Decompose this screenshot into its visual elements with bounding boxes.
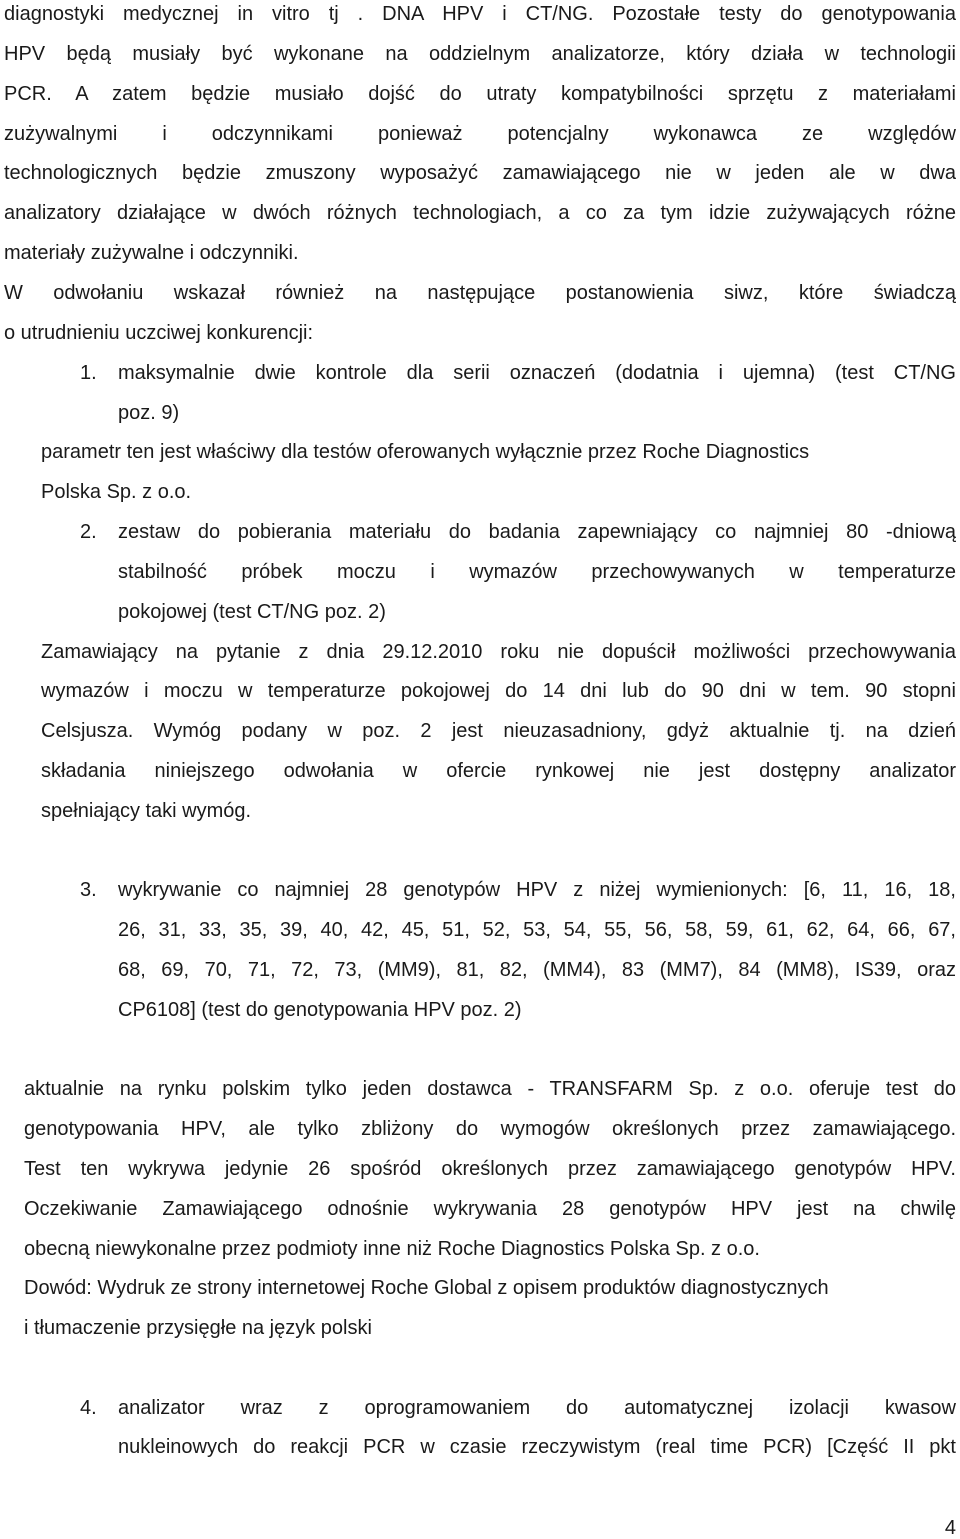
paragraph-line: PCR. A zatem będzie musiało dojść do utraty kompatybilności sprzętu z materiałami bbox=[4, 83, 956, 105]
item-note-line: składania niniejszego odwołania w ofercie rynkowej nie jest dostępny analizator bbox=[41, 760, 956, 782]
list-item-line: analizator wraz z oprogramowaniem do automatycznej izolacji kwasow bbox=[118, 1397, 956, 1419]
paragraph-line: analizatory działające w dwóch różnych technologiach, a co za tym idzie zużywających różne bbox=[4, 202, 956, 224]
paragraph-line: o utrudnieniu uczciwej konkurencji: bbox=[4, 322, 314, 344]
paragraph-line: diagnostyki medycznej in vitro tj . DNA HPV i CT/NG. Pozostałe testy do genotypowania bbox=[4, 3, 956, 25]
list-item-number: 1. bbox=[80, 362, 97, 384]
list-item-line: pokojowej (test CT/NG poz. 2) bbox=[118, 601, 386, 623]
paragraph-line: materiały zużywalne i odczynniki. bbox=[4, 242, 299, 264]
item-note-line: parametr ten jest właściwy dla testów oferowanych wyłącznie przez Roche Diagnostics bbox=[41, 441, 810, 463]
list-item-line: poz. 9) bbox=[118, 402, 180, 424]
paragraph-line: zużywalnymi i odczynnikami ponieważ potencjalny wykonawca ze względów bbox=[4, 123, 956, 145]
item-note-line: Test ten wykrywa jedynie 26 spośród określonych przez zamawiającego genotypów HPV. bbox=[24, 1158, 956, 1180]
paragraph-line: HPV będą musiały być wykonane na oddzielnym analizatorze, który działa w technologii bbox=[4, 43, 956, 65]
item-note-line: aktualnie na rynku polskim tylko jeden dostawca - TRANSFARM Sp. z o.o. oferuje test do bbox=[24, 1078, 956, 1100]
item-note-line: obecną niewykonalne przez podmioty inne niż Roche Diagnostics Polska Sp. z o.o. bbox=[24, 1238, 760, 1260]
paragraph-line: technologicznych będzie zmuszony wyposażyć zamawiającego nie w jeden ale w dwa bbox=[4, 162, 956, 184]
item-note-line: genotypowania HPV, ale tylko zbliżony do wymogów określonych przez zamawiającego. bbox=[24, 1118, 956, 1140]
list-item-line: maksymalnie dwie kontrole dla serii oznaczeń (dodatnia i ujemna) (test CT/NG bbox=[118, 362, 956, 384]
list-item-line: 26, 31, 33, 35, 39, 40, 42, 45, 51, 52, 53, 54, 55, 56, 58, 59, 61, 62, 64, 66, 67, bbox=[118, 919, 956, 941]
page-number: 4 bbox=[944, 1517, 956, 1539]
item-note-line: Dowód: Wydruk ze strony internetowej Roche Global z opisem produktów diagnostycznych bbox=[24, 1277, 829, 1299]
list-item-number: 2. bbox=[80, 521, 97, 543]
list-item-line: CP6108] (test do genotypowania HPV poz. 2) bbox=[118, 999, 522, 1021]
item-note-line: Oczekiwanie Zamawiającego odnośnie wykrywania 28 genotypów HPV jest na chwilę bbox=[24, 1198, 956, 1220]
list-item-line: zestaw do pobierania materiału do badania zapewniający co najmniej 80 -dniową bbox=[118, 521, 956, 543]
item-note-line: Zamawiający na pytanie z dnia 29.12.2010 roku nie dopuścił możliwości przechowywania bbox=[41, 641, 956, 663]
item-note-line: i tłumaczenie przysięgłe na język polski bbox=[24, 1317, 372, 1339]
paragraph-line: W odwołaniu wskazał również na następujące postanowienia siwz, które świadczą bbox=[4, 282, 956, 304]
list-item-number: 4. bbox=[80, 1397, 97, 1419]
list-item-line: 68, 69, 70, 71, 72, 73, (MM9), 81, 82, (MM4), 83 (MM7), 84 (MM8), IS39, oraz bbox=[118, 959, 956, 981]
item-note-line: Celsjusza. Wymóg podany w poz. 2 jest nieuzasadniony, gdyż aktualnie tj. na dzień bbox=[41, 720, 956, 742]
list-item-line: wykrywanie co najmniej 28 genotypów HPV z niżej wymienionych: [6, 11, 16, 18, bbox=[118, 879, 956, 901]
list-item-line: stabilność próbek moczu i wymazów przechowywanych w temperaturze bbox=[118, 561, 956, 583]
list-item-line: nukleinowych do reakcji PCR w czasie rzeczywistym (real time PCR) [Część II pkt bbox=[118, 1436, 956, 1458]
item-note-line: spełniający taki wymóg. bbox=[41, 800, 252, 822]
item-note-line: wymazów i moczu w temperaturze pokojowej do 14 dni lub do 90 dni w tem. 90 stopni bbox=[41, 680, 956, 702]
list-item-number: 3. bbox=[80, 879, 97, 901]
item-note-line: Polska Sp. z o.o. bbox=[41, 481, 192, 503]
